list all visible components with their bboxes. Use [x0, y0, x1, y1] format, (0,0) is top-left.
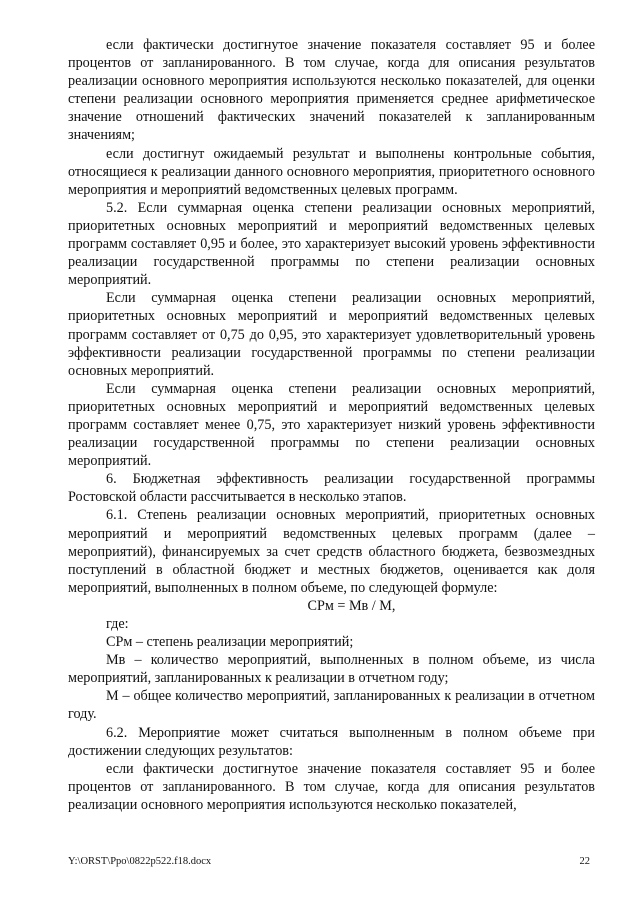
page-number: 22 [579, 856, 590, 867]
paragraph: Мв – количество мероприятий, выполненных в полном объеме, из числа мероприятий, запланированных к реализации в отчетном году; [68, 652, 595, 687]
paragraph: 6. Бюджетная эффективность реализации государственной программы Ростовской области рассчитывается в несколько этапов. [68, 471, 595, 506]
paragraph: где: [106, 616, 129, 632]
paragraph: если фактически достигнутое значение показателя составляет 95 и более процентов от запланированного. В том случае, когда для описания результатов реализации основного мероприятия используются несколько показателей, для оценки степени реализации основного мероприятия применяется среднее арифметическое значение отношений фактических значений показателей к запланированным значениям; [68, 37, 595, 144]
document-body [68, 36, 595, 814]
paragraph: Если суммарная оценка степени реализации основных мероприятий, приоритетных основных мероприятий и мероприятий ведомственных целевых программ составляет от 0,75 до 0,95, это характеризует удовлетворительный уровень эффективности реализации государственной программы по степени реализации основных мероприятий. [68, 290, 595, 379]
paragraph: если фактически достигнутое значение показателя составляет 95 и более процентов от запланированного. В том случае, когда для описания результатов реализации основного мероприятия используются несколько показателей, [68, 760, 595, 813]
paragraph: СРм – степень реализации мероприятий; [106, 634, 354, 651]
file-path: Y:\ORST\Ppo\0822p522.f18.docx [68, 856, 212, 867]
paragraph: если достигнут ожидаемый результат и выполнены контрольные события, относящиеся к реализации данного основного мероприятия, приоритетного основного мероприятия и мероприятий ведомственных целевых программ. [68, 145, 595, 198]
paragraph: 6.2. Мероприятие может считаться выполненным в полном объеме при достижении следующих результатов: [68, 724, 595, 759]
formula: СРм = Мв / М, [307, 597, 396, 614]
paragraph: М – общее количество мероприятий, запланированных к реализации в отчетном году. [68, 688, 595, 723]
paragraph: 5.2. Если суммарная оценка степени реализации основных мероприятий, приоритетных основных мероприятий и мероприятий ведомственных целевых программ составляет 0,95 и более, это характеризует высокий уровень эффективности реализации государственной программы по степени реализации основных мероприятий. [68, 199, 595, 289]
paragraph: Если суммарная оценка степени реализации основных мероприятий, приоритетных основных мероприятий и мероприятий ведомственных целевых программ составляет менее 0,75, это характеризует низкий уровень эффективности реализации государственной программы по степени реализации основных мероприятий. [68, 380, 595, 470]
paragraph: 6.1. Степень реализации основных мероприятий, приоритетных основных мероприятий и мероприятий ведомственных целевых программ (далее – мероприятий), финансируемых за счет средств областного бюджета, безвозмездных поступлений в областной бюджет и местных бюджетов, оценивается как доля мероприятий, выполненных в полном объеме, по следующей формуле: [68, 507, 595, 596]
